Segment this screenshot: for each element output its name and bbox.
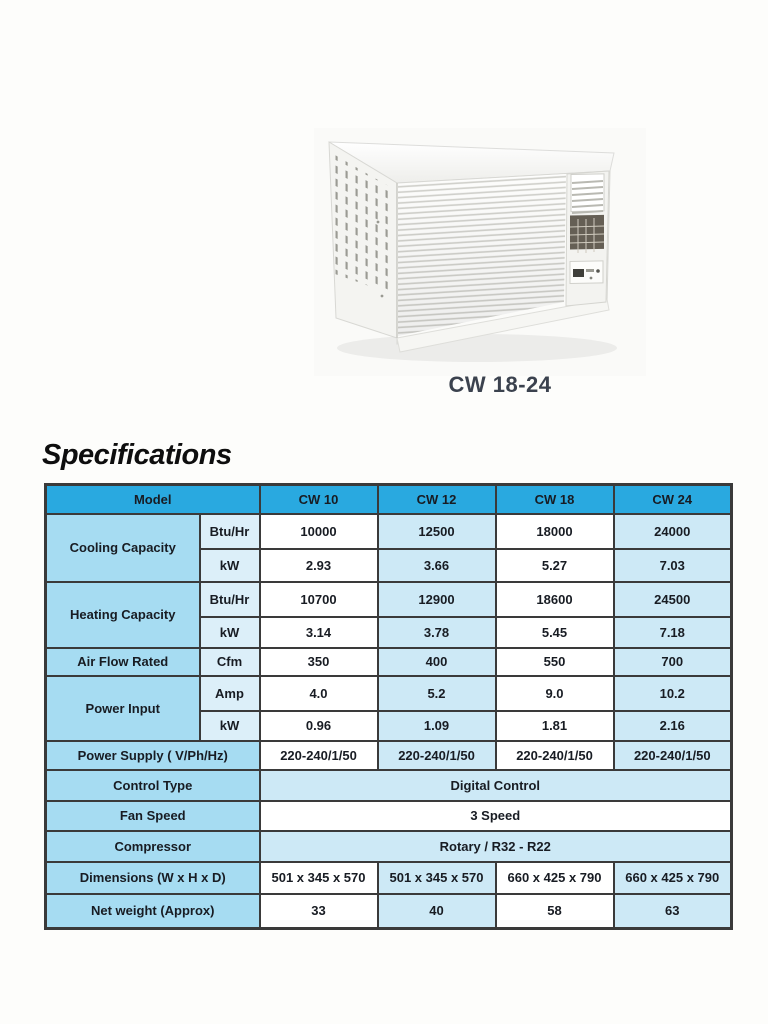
- specifications-table: [44, 483, 733, 930]
- value-cell: 33: [260, 894, 378, 929]
- fan-speed-row: [46, 801, 732, 831]
- unit-cell: Amp: [200, 676, 260, 711]
- intake-grille: [570, 215, 604, 253]
- value-cell: 501 x 345 x 570: [378, 862, 496, 894]
- air-conditioner-image: [312, 126, 648, 378]
- unit-cell: kW: [200, 617, 260, 648]
- span-value-cell: 3 Speed: [260, 801, 732, 831]
- column-header-cw10: CW 10: [260, 485, 378, 514]
- display-window: [573, 269, 584, 277]
- value-cell: 220-240/1/50: [260, 741, 378, 770]
- row-label: Power Supply ( V/Ph/Hz): [46, 741, 260, 770]
- value-cell: 2.16: [614, 711, 732, 741]
- row-label: Control Type: [46, 770, 260, 801]
- model-header-cell: Model: [46, 485, 260, 514]
- value-cell: 5.2: [378, 676, 496, 711]
- value-cell: 3.66: [378, 549, 496, 582]
- value-cell: 10.2: [614, 676, 732, 711]
- power-supply-row: [46, 741, 732, 770]
- row-label: Power Input: [46, 676, 200, 741]
- net-weight-row: [46, 894, 732, 929]
- value-cell: 12900: [378, 582, 496, 617]
- unit-shadow: [337, 334, 617, 362]
- row-label: Cooling Capacity: [46, 514, 200, 582]
- value-cell: 7.18: [614, 617, 732, 648]
- unit-cell: kW: [200, 711, 260, 741]
- column-header-cw12: CW 12: [378, 485, 496, 514]
- span-value-cell: Digital Control: [260, 770, 732, 801]
- value-cell: 24500: [614, 582, 732, 617]
- value-cell: 2.93: [260, 549, 378, 582]
- value-cell: 7.03: [614, 549, 732, 582]
- value-cell: 12500: [378, 514, 496, 549]
- unit-cell: Btu/Hr: [200, 582, 260, 617]
- unit-cell: Btu/Hr: [200, 514, 260, 549]
- unit-cell: kW: [200, 549, 260, 582]
- row-label: Compressor: [46, 831, 260, 862]
- row-label: Net weight (Approx): [46, 894, 260, 929]
- control-button: [596, 269, 600, 273]
- column-header-cw18: CW 18: [496, 485, 614, 514]
- value-cell: 400: [378, 648, 496, 676]
- value-cell: 9.0: [496, 676, 614, 711]
- value-cell: 3.78: [378, 617, 496, 648]
- dimensions-row: [46, 862, 732, 894]
- control-type-row: [46, 770, 732, 801]
- value-cell: 700: [614, 648, 732, 676]
- value-cell: 660 x 425 x 790: [496, 862, 614, 894]
- value-cell: 58: [496, 894, 614, 929]
- value-cell: 350: [260, 648, 378, 676]
- row-label: Dimensions (W x H x D): [46, 862, 260, 894]
- value-cell: 5.45: [496, 617, 614, 648]
- value-cell: 660 x 425 x 790: [614, 862, 732, 894]
- control-panel: [570, 261, 603, 284]
- value-cell: 3.14: [260, 617, 378, 648]
- airflow-row: [46, 648, 732, 676]
- heating-btu-row: [46, 582, 732, 617]
- value-cell: 63: [614, 894, 732, 929]
- row-label: Air Flow Rated: [46, 648, 200, 676]
- value-cell: 550: [496, 648, 614, 676]
- air-outlet-vent: [571, 174, 604, 213]
- value-cell: 501 x 345 x 570: [260, 862, 378, 894]
- product-photo: [312, 126, 648, 378]
- cooling-btu-row: [46, 514, 732, 549]
- compressor-row: [46, 831, 732, 862]
- value-cell: 18000: [496, 514, 614, 549]
- value-cell: 1.81: [496, 711, 614, 741]
- value-cell: 10700: [260, 582, 378, 617]
- value-cell: 10000: [260, 514, 378, 549]
- value-cell: 5.27: [496, 549, 614, 582]
- value-cell: 24000: [614, 514, 732, 549]
- specifications-heading: Specifications: [42, 439, 232, 471]
- span-value-cell: Rotary / R32 - R22: [260, 831, 732, 862]
- value-cell: 1.09: [378, 711, 496, 741]
- value-cell: 220-240/1/50: [496, 741, 614, 770]
- product-caption: CW 18-24: [448, 372, 552, 397]
- value-cell: 220-240/1/50: [614, 741, 732, 770]
- value-cell: 4.0: [260, 676, 378, 711]
- row-label: Heating Capacity: [46, 582, 200, 648]
- table-header-row: [46, 485, 732, 514]
- column-header-cw24: CW 24: [614, 485, 732, 514]
- row-label: Fan Speed: [46, 801, 260, 831]
- value-cell: 18600: [496, 582, 614, 617]
- value-cell: 220-240/1/50: [378, 741, 496, 770]
- unit-cell: Cfm: [200, 648, 260, 676]
- value-cell: 40: [378, 894, 496, 929]
- value-cell: 0.96: [260, 711, 378, 741]
- power-input-amp-row: [46, 676, 732, 711]
